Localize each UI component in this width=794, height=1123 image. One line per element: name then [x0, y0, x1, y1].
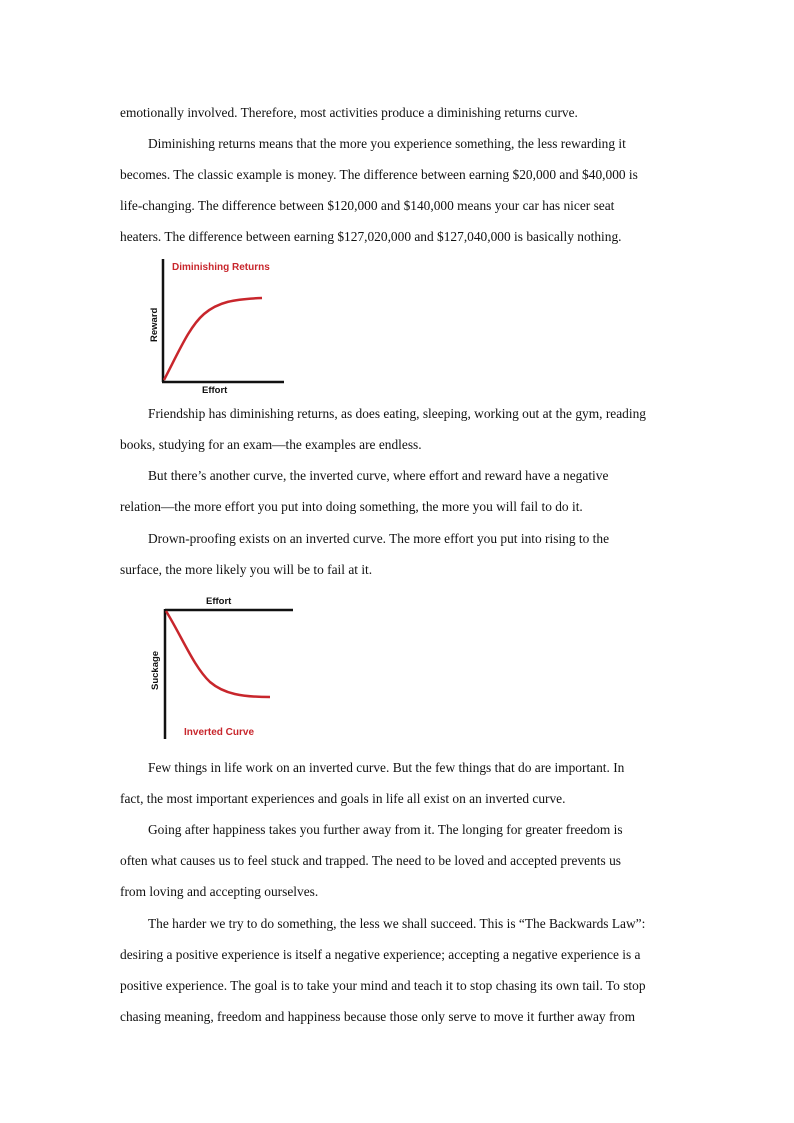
text-line: becomes. The classic example is money. The difference between earning $20,000 and $40,000 is	[120, 167, 638, 182]
paragraph-backwards-law	[120, 908, 680, 1032]
text-line: books, studying for an exam—the examples are endless.	[120, 437, 422, 452]
text-line: emotionally involved. Therefore, most activities produce a diminishing returns curve.	[120, 105, 578, 120]
paragraph-continuation	[120, 97, 680, 128]
text-line: chasing meaning, freedom and happiness because those only serve to move it further away from	[120, 1009, 636, 1024]
y-axis-label: Reward	[149, 307, 160, 342]
paragraph-few-things	[120, 752, 680, 814]
text-line: life-changing. The difference between $120,000 and $140,000 means your car has nicer seat	[120, 198, 615, 213]
inverted-curve-chart	[144, 592, 296, 742]
chart-title: Inverted Curve	[184, 727, 255, 738]
text-line: Friendship has diminishing returns, as does eating, sleeping, working out at the gym, reading	[148, 406, 646, 421]
text-line: Going after happiness takes you further away from it. The longing for greater freedom is	[148, 822, 623, 837]
text-line: from loving and accepting ourselves.	[120, 884, 319, 899]
text-line: But there’s another curve, the inverted curve, where effort and reward have a negative	[148, 468, 609, 483]
text-line: often what causes us to feel stuck and trapped. The need to be loved and accepted prevents us	[120, 853, 621, 868]
x-axis-label: Effort	[206, 596, 232, 607]
text-line: Drown-proofing exists on an inverted curve. The more effort you put into rising to the	[148, 531, 610, 546]
x-axis-label: Effort	[202, 385, 228, 396]
paragraph-friendship	[120, 398, 680, 460]
y-axis-label: Suckage	[150, 650, 161, 690]
text-line: Diminishing returns means that the more you experience something, the less rewarding it	[148, 136, 626, 151]
diminishing-curve	[164, 298, 262, 380]
paragraph-drown-proofing	[120, 523, 680, 585]
text-line: The harder we try to do something, the less we shall succeed. This is “The Backwards Law”:	[148, 916, 646, 931]
text-line: surface, the more likely you will be to fail at it.	[120, 562, 373, 577]
text-line: relation—the more effort you put into doing something, the more you will fail to do it.	[120, 499, 583, 514]
diminishing-returns-chart	[142, 254, 292, 396]
paragraph-diminishing-returns	[120, 128, 680, 252]
paragraph-inverted-curve	[120, 460, 680, 522]
text-line: heaters. The difference between earning $127,020,000 and $127,040,000 is basically nothing.	[120, 229, 622, 244]
paragraph-happiness	[120, 814, 680, 907]
chart-title: Diminishing Returns	[172, 262, 270, 273]
text-line: positive experience. The goal is to take your mind and teach it to stop chasing its own tail. To stop	[120, 978, 646, 993]
text-line: Few things in life work on an inverted curve. But the few things that do are important. In	[148, 760, 625, 775]
inverted-curve	[166, 611, 270, 697]
text-line: fact, the most important experiences and goals in life all exist on an inverted curve.	[120, 791, 566, 806]
text-line: desiring a positive experience is itself a negative experience; accepting a negative experience is a	[120, 947, 641, 962]
